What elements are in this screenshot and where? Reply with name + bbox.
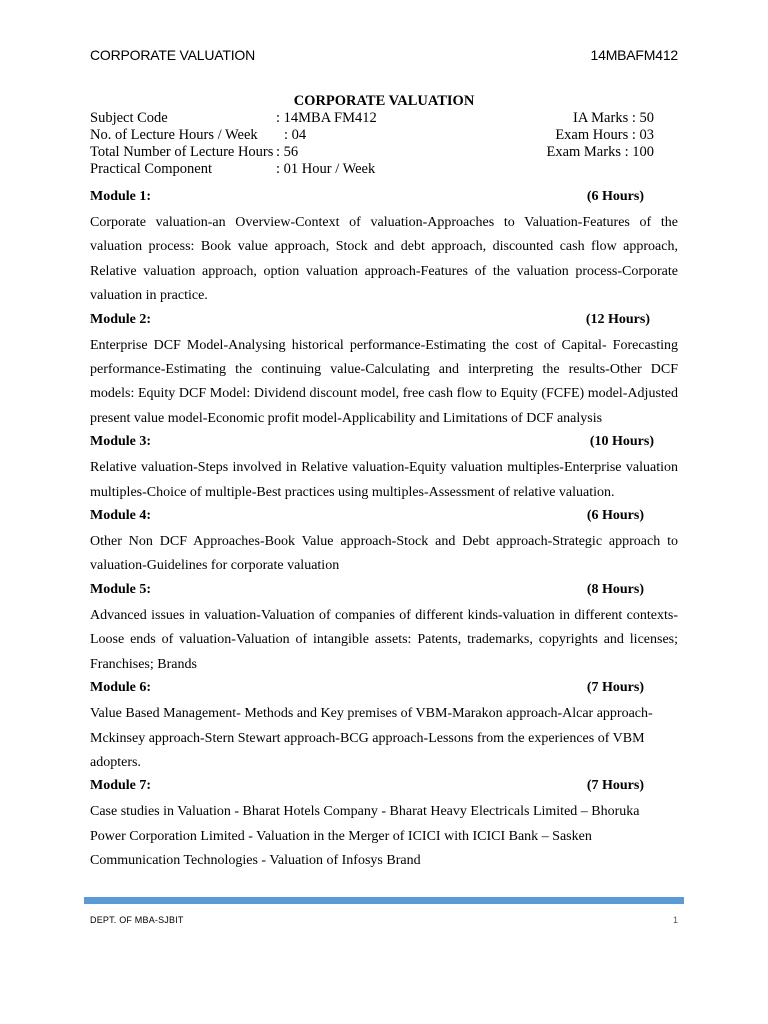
footer-rule bbox=[84, 897, 684, 904]
module-description: Value Based Management- Methods and Key premises of VBM-Marakon approach-Alcar approach-Mckinsey approach-Stern Stewart approach-BCG approach-Lessons from the experiences of VBM adopters. bbox=[90, 706, 653, 770]
module-title: Module 1: bbox=[90, 189, 152, 204]
module-hours: (12 Hours) bbox=[585, 311, 650, 327]
info-label: Total Number of Lecture Hours bbox=[90, 144, 274, 160]
module-heading bbox=[90, 580, 678, 604]
module-title: Module 5: bbox=[90, 581, 152, 597]
module-description: Relative valuation-Steps involved in Relative valuation-Equity valuation multiples-Enterprise valuation multiples-Choice of multiple-Best practices using multiples-Assessment of relative valuation. bbox=[90, 460, 678, 500]
module-hours: (8 Hours) bbox=[586, 581, 644, 597]
module-description: Case studies in Valuation - Bharat Hotels Company - Bharat Heavy Electricals Limited – Bhoruka Power Corporation Limited - Valuation in the Merger of ICICI with ICICI Bank – Sasken Communication Technologies - Valuation of Infosys Brand bbox=[90, 804, 640, 869]
module-description: Advanced issues in valuation-Valuation of companies of different kinds-valuation in different contexts-Loose ends of valuation-Valuation of intangible assets: Patents, trademarks, copyrights and licenses; Franchises; Brands bbox=[90, 607, 678, 672]
footer-department: DEPT. OF MBA-SJBIT bbox=[90, 915, 184, 925]
info-label: No. of Lecture Hours / Week bbox=[90, 127, 258, 143]
module-heading bbox=[90, 310, 678, 334]
module-4 bbox=[90, 506, 678, 579]
module-7 bbox=[90, 776, 678, 873]
module-description: Other Non DCF Approaches-Book Value approach-Stock and Debt approach-Strategic approach to valuation-Guidelines for corporate valuation bbox=[90, 534, 678, 574]
module-hours: (7 Hours) bbox=[586, 778, 644, 794]
module-hours: (10 Hours) bbox=[589, 434, 654, 450]
info-value: : 04 bbox=[284, 127, 307, 143]
info-value: : 14MBA FM412 bbox=[276, 110, 377, 126]
module-3 bbox=[90, 432, 678, 505]
info-right: Exam Marks : 100 bbox=[546, 144, 654, 160]
info-right: Exam Hours : 03 bbox=[555, 127, 654, 143]
module-description: Enterprise DCF Model-Analysing historical performance-Estimating the cost of Capital- Forecasting performance-Estimating the continuing value-Calculating and interpreting the results-Other DCF models: Equity DCF Model: Dividend discount model, free cash flow to Equity (FCFE) model-Adjusted present value model-Economic profit model-Applicability and Limitations of DCF analysis bbox=[90, 337, 678, 426]
info-label: Practical Component bbox=[90, 161, 213, 177]
module-hours: (6 Hours) bbox=[586, 508, 644, 524]
module-title: Module 6: bbox=[90, 680, 152, 696]
module-title: Module 3: bbox=[90, 434, 152, 450]
module-5 bbox=[90, 580, 678, 677]
module-heading bbox=[90, 776, 678, 800]
module-hours: (6 Hours) bbox=[586, 189, 644, 204]
info-right: IA Marks : 50 bbox=[573, 110, 654, 126]
info-row-subject-code bbox=[90, 110, 678, 127]
module-heading bbox=[90, 432, 678, 456]
module-heading bbox=[90, 187, 678, 211]
module-description: Corporate valuation-an Overview-Context of valuation-Approaches to Valuation-Features of the valuation process: Book value approach, Stock and debt approach, discounted cash flow approach, Relative valuation approach, option valuation approach-Features of the valuation process-Corporate valuation in practice. bbox=[90, 215, 678, 304]
page-number: 1 bbox=[672, 915, 678, 925]
info-row-practical-component bbox=[90, 161, 678, 178]
info-value: : 56 bbox=[276, 144, 299, 160]
info-value: : 01 Hour / Week bbox=[276, 161, 376, 177]
page-title: CORPORATE VALUATION bbox=[293, 93, 475, 109]
info-label: Subject Code bbox=[90, 110, 168, 126]
running-header-code: 14MBAFM412 bbox=[590, 47, 678, 63]
module-1 bbox=[90, 187, 678, 309]
module-title: Module 4: bbox=[90, 508, 152, 524]
module-hours: (7 Hours) bbox=[586, 680, 644, 696]
module-2 bbox=[90, 310, 678, 432]
module-title: Module 2: bbox=[90, 311, 152, 327]
module-heading bbox=[90, 678, 678, 702]
module-title: Module 7: bbox=[90, 778, 152, 794]
module-list bbox=[90, 187, 678, 875]
info-row-lecture-hours-week bbox=[90, 127, 678, 144]
module-heading bbox=[90, 506, 678, 530]
running-header-title: CORPORATE VALUATION bbox=[90, 47, 255, 63]
info-row-total-lecture-hours bbox=[90, 144, 678, 161]
module-6 bbox=[90, 678, 678, 775]
